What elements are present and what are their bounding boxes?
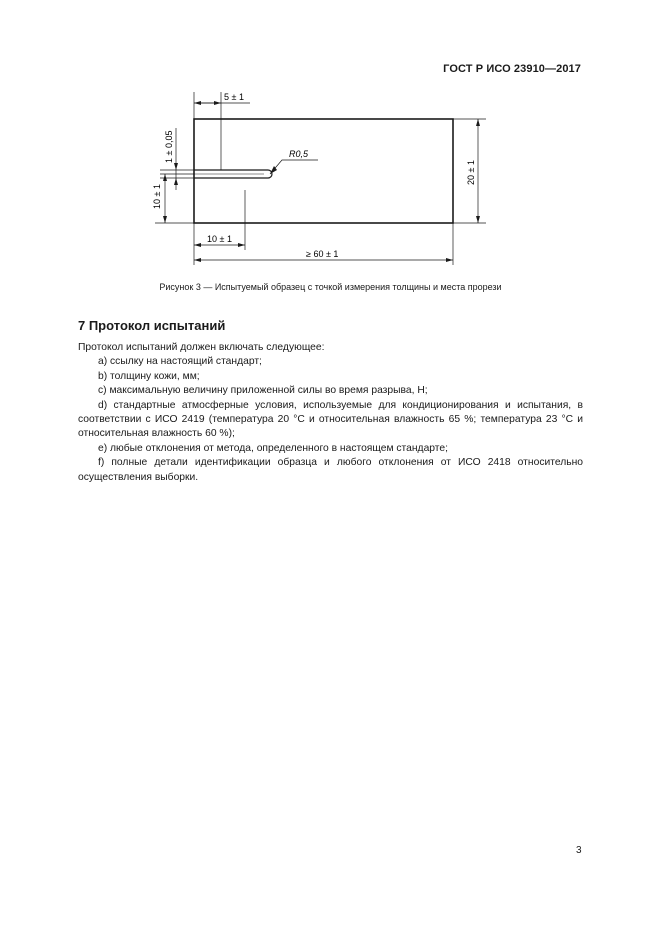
dim-bottom-small-label: 10 ± 1 [207, 234, 232, 244]
specimen-outline [194, 119, 453, 223]
list-item: d) стандартные атмосферные условия, используемые для кондиционирования и испытания, в соответствии с ИСО 2419 (температура 20 °С и относительная влажность 65 %; температура 23 °С и относительная влажность 60 %); [78, 399, 583, 440]
section-lead: Протокол испытаний должен включать следующее: [78, 342, 325, 353]
list-item: c) максимальную величину приложенной силы во время разрыва, Н; [98, 385, 428, 397]
section-title: 7 Протокол испытаний [78, 318, 226, 333]
section-body [78, 341, 583, 485]
list-item: a) ссылку на настоящий стандарт; [98, 356, 262, 368]
specimen-drawing [0, 0, 661, 300]
dim-right-label: 20 ± 1 [466, 160, 476, 185]
figure-caption: Рисунок 3 — Испытуемый образец с точкой измерения толщины и места прорези [159, 282, 502, 292]
page-number: 3 [576, 845, 582, 856]
dim-top-label: 5 ± 1 [224, 92, 244, 102]
document-id: ГОСТ Р ИСО 23910—2017 [443, 63, 581, 75]
dim-left-small-label: 1 ± 0,05 [164, 130, 174, 163]
dim-left-label: 10 ± 1 [152, 184, 162, 209]
list-item: e) любые отклонения от метода, определенного в настоящем стандарте; [98, 442, 448, 454]
list-item: f) полные детали идентификации образца и любого отклонения от ИСО 2418 относительно осуществления выборки. [78, 457, 583, 483]
dim-radius-label: R0,5 [289, 149, 309, 159]
list-item: b) толщину кожи, мм; [98, 370, 200, 382]
dim-bottom-total-label: ≥ 60 ± 1 [306, 249, 339, 259]
